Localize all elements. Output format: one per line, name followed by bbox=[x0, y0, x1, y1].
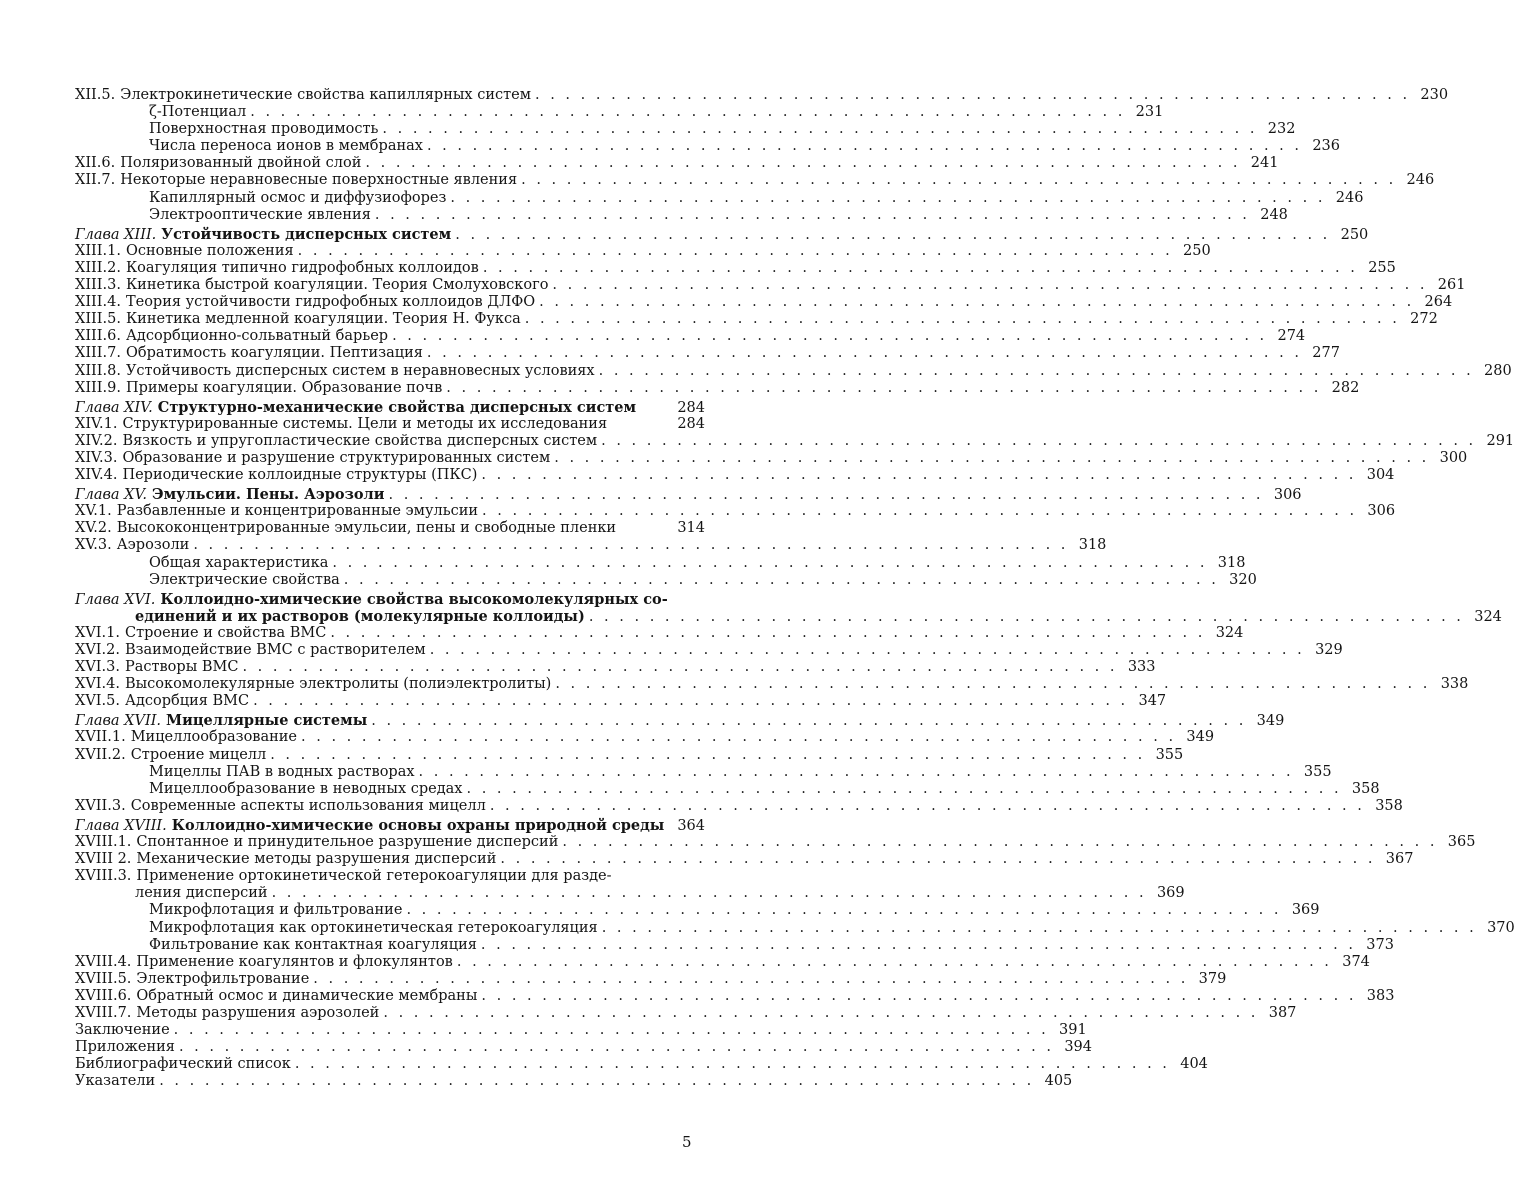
dot-leader: . . . . . . . . . . . . . . . . . . . . . . . . . . . . . . . . . . . . . . . . . . . . . . . . . . . . . . . . . . bbox=[392, 328, 1268, 345]
entry-title: Адсорбция ВМС bbox=[124, 693, 250, 710]
dot-leader: . . . . . . . . . . . . . . . . . . . . . . . . . . . . . . . . . . . . . . . . . . . . . . . . . . . . . . . . . . bbox=[253, 693, 1129, 710]
entry-title: Устойчивость дисперсных систем bbox=[161, 225, 452, 243]
section-number: XIII.9. bbox=[75, 379, 121, 396]
entry-title: Мицеллообразование в неводных средах bbox=[149, 780, 463, 797]
toc-chapter-entry bbox=[75, 591, 705, 608]
entry-page-number: 365 bbox=[1447, 834, 1476, 851]
entry-page-number: 349 bbox=[1256, 713, 1285, 730]
dot-leader: . . . . . . . . . . . . . . . . . . . . . . . . . . . . . . . . . . . . . . . . . . . . . . . . . . . . . . . . . . bbox=[466, 780, 1342, 797]
toc-entry bbox=[75, 693, 1167, 710]
toc-entry bbox=[75, 763, 1332, 781]
toc-entry bbox=[75, 1039, 1092, 1056]
entry-title: Структурно-механические свойства дисперсных систем bbox=[157, 398, 637, 416]
entry-title: Поляризованный двойной слой bbox=[120, 155, 362, 172]
section-number: XII.5. bbox=[75, 87, 116, 103]
entry-title: Поверхностная проводимость bbox=[149, 121, 379, 138]
entry-title: Аэрозоли bbox=[116, 537, 190, 554]
dot-leader: . . . . . . . . . . . . . . . . . . . . . . . . . . . . . . . . . . . . . . . . . . . . . . . . . . . . . . . . . . bbox=[242, 659, 1118, 676]
toc-chapter-entry bbox=[75, 712, 1285, 730]
entry-title: Эмульсии. Пены. Аэрозоли bbox=[152, 486, 385, 504]
dot-leader: . . . . . . . . . . . . . . . . . . . . . . . . . . . . . . . . . . . . . . . . . . . . . . . . . . . . . . . . . . bbox=[270, 746, 1146, 763]
entry-title: Мицеллообразование bbox=[130, 729, 298, 746]
toc-entry bbox=[75, 868, 705, 885]
dot-leader: . . . . . . . . . . . . . . . . . . . . . . . . . . . . . . . . . . . . . . . . . . . . . . . . . . . . . . . . . . bbox=[371, 713, 1247, 730]
dot-leader: . . . . . . . . . . . . . . . . . . . . . . . . . . . . . . . . . . . . . . . . . . . . . . . . . . . . . . . . . . bbox=[173, 1022, 1049, 1039]
toc-entry bbox=[75, 416, 705, 433]
entry-page-number: 255 bbox=[1368, 259, 1396, 276]
entry-page-number: 391 bbox=[1059, 1022, 1087, 1039]
entry-page-number: 291 bbox=[1486, 432, 1515, 449]
chapter-label: Глава XV. bbox=[75, 487, 148, 504]
dot-leader: . . . . . . . . . . . . . . . . . . . . . . . . . . . . . . . . . . . . . . . . . . . . . . . . . . . . . . . . . . bbox=[159, 1073, 1035, 1090]
page-number: 5 bbox=[682, 1133, 692, 1151]
entry-title: Коллоидно-химические свойства высокомолекулярных со- bbox=[160, 590, 668, 608]
toc-entry bbox=[75, 362, 1512, 380]
entry-title: Вязкость и упругопластические свойства дисперсных систем bbox=[122, 432, 598, 449]
toc-entry bbox=[75, 624, 1244, 642]
section-number: XVII.2. bbox=[75, 746, 126, 763]
entry-title: Мицеллы ПАВ в водных растворах bbox=[149, 763, 415, 780]
toc-chapter-entry bbox=[75, 225, 1369, 243]
toc-entry bbox=[75, 970, 1227, 988]
toc-entry bbox=[75, 379, 1360, 397]
dot-leader: . . . . . . . . . . . . . . . . . . . . . . . . . . . . . . . . . . . . . . . . . . . . . . . . . . . . . . . . . . bbox=[382, 121, 1258, 138]
entry-page-number: 232 bbox=[1267, 121, 1296, 138]
entry-title: Высокомолекулярные электролиты (полиэлектролиты) bbox=[124, 676, 552, 693]
toc-entry bbox=[75, 432, 1515, 450]
dot-leader: . . . . . . . . . . . . . . . . . . . . . . . . . . . . . . . . . . . . . . . . . . . . . . . . . . . . . . . . . . bbox=[601, 919, 1477, 936]
entry-title: Мицеллярные системы bbox=[166, 712, 368, 730]
dot-leader: . . . . . . . . . . . . . . . . . . . . . . . . . . . . . . . . . . . . . . . . . . . . . . . . . . . . . . . . . . bbox=[481, 987, 1357, 1004]
entry-title: Основные положения bbox=[125, 242, 294, 259]
toc-entry bbox=[75, 311, 1438, 328]
entry-page-number: 370 bbox=[1487, 919, 1515, 936]
toc-entry bbox=[75, 172, 1435, 189]
table-of-contents bbox=[75, 87, 1515, 1090]
dot-leader: . . . . . . . . . . . . . . . . . . . . . . . . . . . . . . . . . . . . . . . . . . . . . . . . . . . . . . . . . . bbox=[388, 487, 1264, 504]
toc-entry bbox=[75, 571, 1257, 589]
entry-title: Разбавленные и концентрированные эмульсии bbox=[116, 503, 479, 520]
entry-page-number: 338 bbox=[1440, 676, 1469, 693]
toc-entry bbox=[75, 1022, 1087, 1039]
section-number: XV.2. bbox=[75, 520, 112, 537]
dot-leader: . . . . . . . . . . . . . . . . . . . . . . . . . . . . . . . . . . . . . . . . . . . . . . . . . . . . . . . . . . bbox=[489, 797, 1365, 814]
toc-entry bbox=[75, 537, 1107, 554]
entry-page-number: 231 bbox=[1135, 104, 1164, 121]
entry-page-number: 318 bbox=[1078, 537, 1107, 554]
entry-page-number: 314 bbox=[677, 520, 705, 537]
entry-title: Коагуляция типично гидрофобных коллоидов bbox=[125, 259, 479, 276]
section-number: XVIII 2. bbox=[75, 851, 132, 868]
entry-page-number: 246 bbox=[1406, 172, 1435, 189]
dot-leader: . . . . . . . . . . . . . . . . . . . . . . . . . . . . . . . . . . . . . . . . . . . . . . . . . . . . . . . . . . bbox=[332, 554, 1208, 571]
toc-entry bbox=[75, 520, 705, 537]
section-number: XIII.5. bbox=[75, 311, 121, 328]
entry-page-number: 405 bbox=[1044, 1073, 1073, 1090]
toc-entry bbox=[75, 328, 1306, 345]
entry-page-number: 261 bbox=[1437, 277, 1466, 294]
chapter-label: Глава XIV. bbox=[75, 399, 153, 416]
toc-entry bbox=[75, 1056, 1208, 1073]
toc-entry bbox=[75, 902, 1320, 919]
toc-entry bbox=[75, 936, 1394, 954]
dot-leader: . . . . . . . . . . . . . . . . . . . . . . . . . . . . . . . . . . . . . . . . . . . . . . . . . . . . . . . . . . bbox=[365, 155, 1241, 172]
entry-page-number: 379 bbox=[1198, 970, 1227, 987]
section-number: XIII.8. bbox=[75, 362, 121, 379]
entry-page-number: 248 bbox=[1260, 206, 1288, 223]
section-number: XVI.5. bbox=[75, 693, 120, 710]
toc-entry bbox=[75, 607, 1502, 625]
entry-title: Строение мицелл bbox=[130, 746, 267, 763]
dot-leader: . . . . . . . . . . . . . . . . . . . . . . . . . . . . . . . . . . . . . . . . . . . . . . . . . . . . . . . . . . bbox=[313, 970, 1189, 987]
dot-leader: . . . . . . . . . . . . . . . . . . . . . . . . . . . . . . . . . . . . . . . . . . . . . . . . . . . . . . . . . . bbox=[301, 729, 1177, 746]
entry-page-number: 324 bbox=[1215, 624, 1244, 641]
section-number: XVII.1. bbox=[75, 729, 126, 746]
toc-entry bbox=[75, 104, 1164, 121]
entry-page-number: 355 bbox=[1155, 746, 1184, 763]
entry-page-number: 264 bbox=[1424, 294, 1453, 311]
dot-leader: . . . . . . . . . . . . . . . . . . . . . . . . . . . . . . . . . . . . . . . . . . . . . . . . . . . . . . . . . . bbox=[271, 885, 1147, 902]
entry-title: Обратимость коагуляции. Пептизация bbox=[125, 345, 423, 362]
entry-title: Микрофлотация и фильтрование bbox=[149, 902, 403, 919]
entry-page-number: 355 bbox=[1303, 763, 1332, 780]
dot-leader: . . . . . . . . . . . . . . . . . . . . . . . . . . . . . . . . . . . . . . . . . . . . . . . . . . . . . . . . . . bbox=[426, 138, 1303, 155]
toc-entry bbox=[75, 851, 1414, 868]
chapter-label: Глава XVII. bbox=[75, 713, 162, 730]
section-number: XII.6. bbox=[75, 155, 116, 172]
dot-leader: . . . . . . . . . . . . . . . . . . . . . . . . . . . . . . . . . . . . . . . . . . . . . . . . . . . . . . . . . . bbox=[193, 537, 1069, 554]
entry-page-number: 374 bbox=[1342, 953, 1370, 970]
entry-title: Некоторые неравновесные поверхностные явления bbox=[120, 172, 518, 189]
section-number: XVI.4. bbox=[75, 676, 120, 693]
toc-entry bbox=[75, 554, 1246, 572]
toc-entry bbox=[75, 953, 1370, 971]
section-number: XIII.6. bbox=[75, 328, 121, 345]
entry-title: Микрофлотация как ортокинетическая гетерокоагуляция bbox=[149, 919, 598, 936]
entry-title: Спонтанное и принудительное разрушение дисперсий bbox=[136, 834, 559, 851]
dot-leader: . . . . . . . . . . . . . . . . . . . . . . . . . . . . . . . . . . . . . . . . . . . . . . . . . . . . . . . . . . bbox=[601, 432, 1477, 449]
entry-title: Фильтрование как контактная коагуляция bbox=[149, 936, 477, 953]
entry-title: Кинетика быстрой коагуляции. Теория Смолуховского bbox=[125, 277, 549, 294]
entry-title: Заключение bbox=[75, 1022, 170, 1039]
entry-page-number: 306 bbox=[1367, 503, 1396, 520]
entry-page-number: 404 bbox=[1180, 1056, 1208, 1073]
toc-entry bbox=[75, 121, 1296, 138]
section-number: XIII.4. bbox=[75, 294, 121, 311]
dot-leader: . . . . . . . . . . . . . . . . . . . . . . . . . . . . . . . . . . . . . . . . . . . . . . . . . . . . . . . . . . bbox=[554, 449, 1430, 466]
dot-leader: . . . . . . . . . . . . . . . . . . . . . . . . . . . . . . . . . . . . . . . . . . . . . . . . . . . . . . . . . . bbox=[455, 226, 1331, 243]
section-number: XVI.1. bbox=[75, 624, 120, 641]
entry-page-number: 241 bbox=[1250, 155, 1279, 172]
entry-page-number: 306 bbox=[1273, 487, 1302, 504]
toc-chapter-entry bbox=[75, 486, 1302, 504]
section-number: XVIII.3. bbox=[75, 868, 132, 885]
entry-page-number: 367 bbox=[1385, 851, 1414, 868]
entry-page-number: 304 bbox=[1366, 467, 1395, 484]
entry-title: Взаимодействие ВМС с растворителем bbox=[124, 642, 426, 658]
entry-title: Растворы ВМС bbox=[124, 659, 239, 676]
entry-page-number: 236 bbox=[1312, 138, 1341, 155]
dot-leader: . . . . . . . . . . . . . . . . . . . . . . . . . . . . . . . . . . . . . . . . . . . . . . . . . . . . . . . . . . bbox=[343, 571, 1219, 588]
dot-leader: . . . . . . . . . . . . . . . . . . . . . . . . . . . . . . . . . . . . . . . . . . . . . . . . . . . . . . . . . . bbox=[446, 379, 1322, 396]
entry-title: Приложения bbox=[75, 1039, 175, 1056]
chapter-label: Глава XIII. bbox=[75, 226, 157, 243]
dot-leader: . . . . . . . . . . . . . . . . . . . . . . . . . . . . . . . . . . . . . . . . . . . . . . . . . . . . . . . . . . bbox=[598, 362, 1474, 379]
toc-entry bbox=[75, 642, 1343, 659]
toc-entry bbox=[75, 467, 1395, 484]
entry-title: Образование и разрушение структурированных систем bbox=[122, 449, 551, 466]
entry-title: Библиографический список bbox=[75, 1056, 291, 1073]
toc-entry bbox=[75, 885, 1185, 902]
entry-page-number: 250 bbox=[1340, 226, 1369, 243]
toc-entry bbox=[75, 919, 1515, 937]
chapter-label: Глава XVIII. bbox=[75, 817, 167, 834]
dot-leader: . . . . . . . . . . . . . . . . . . . . . . . . . . . . . . . . . . . . . . . . . . . . . . . . . . . . . . . . . . bbox=[482, 503, 1358, 520]
toc-entry bbox=[75, 676, 1469, 693]
entry-page-number: 284 bbox=[677, 415, 705, 432]
toc-entry bbox=[75, 503, 1396, 520]
dot-leader: . . . . . . . . . . . . . . . . . . . . . . . . . . . . . . . . . . . . . . . . . . . . . . . . . . . . . . . . . . bbox=[383, 1004, 1259, 1021]
section-number: XIV.2. bbox=[75, 432, 118, 449]
entry-page-number: 284 bbox=[677, 399, 705, 416]
entry-page-number: 300 bbox=[1439, 449, 1468, 466]
section-number: XVIII.6. bbox=[75, 987, 132, 1004]
section-number: XIII.1. bbox=[75, 242, 121, 259]
entry-page-number: 282 bbox=[1331, 379, 1360, 396]
entry-title: Электрооптические явления bbox=[149, 206, 371, 223]
dot-leader: . . . . . . . . . . . . . . . . . . . . . . . . . . . . . . . . . . . . . . . . . . . . . . . . . . . . . . . . . . bbox=[456, 953, 1332, 970]
entry-page-number: 230 bbox=[1420, 87, 1449, 103]
toc-entry bbox=[75, 1073, 1073, 1090]
toc-entry bbox=[75, 259, 1396, 277]
entry-page-number: 364 bbox=[677, 817, 705, 834]
entry-page-number: 250 bbox=[1183, 242, 1211, 259]
toc-entry bbox=[75, 780, 1380, 798]
entry-title: Указатели bbox=[75, 1073, 156, 1090]
dot-leader: . . . . . . . . . . . . . . . . . . . . . . . . . . . . . . . . . . . . . . . . . . . . . . . . . . . . . . . . . . bbox=[429, 642, 1305, 658]
entry-title: Обратный осмос и динамические мембраны bbox=[136, 987, 478, 1004]
toc-entry bbox=[75, 87, 1449, 104]
section-number: XVIII.7. bbox=[75, 1004, 132, 1021]
dot-leader: . . . . . . . . . . . . . . . . . . . . . . . . . . . . . . . . . . . . . . . . . . . . . . . . . . . . . . . . . . bbox=[555, 676, 1431, 693]
chapter-label: Глава XVI. bbox=[75, 591, 156, 608]
toc-chapter-entry bbox=[75, 399, 705, 416]
dot-leader: . . . . . . . . . . . . . . . . . . . . . . . . . . . . . . . . . . . . . . . . . . . . . . . . . . . . . . . . . . bbox=[539, 294, 1415, 311]
entry-title: Электрические свойства bbox=[149, 571, 340, 588]
dot-leader: . . . . . . . . . . . . . . . . . . . . . . . . . . . . . . . . . . . . . . . . . . . . . . . . . . . . . . . . . . bbox=[450, 189, 1326, 206]
toc-entry bbox=[75, 277, 1466, 294]
toc-chapter-entry bbox=[75, 817, 705, 834]
toc-entry bbox=[75, 1004, 1297, 1022]
entry-page-number: 358 bbox=[1351, 780, 1380, 797]
toc-entry bbox=[75, 729, 1215, 746]
entry-title: Коллоидно-химические основы охраны природной среды bbox=[171, 816, 665, 834]
section-number: XII.7. bbox=[75, 172, 116, 189]
entry-page-number: 394 bbox=[1064, 1039, 1092, 1056]
dot-leader: . . . . . . . . . . . . . . . . . . . . . . . . . . . . . . . . . . . . . . . . . . . . . . . . . . . . . . . . . . bbox=[500, 851, 1376, 868]
entry-page-number: 373 bbox=[1366, 936, 1394, 953]
entry-title: Высококонцентрированные эмульсии, пены и свободные пленки bbox=[116, 520, 617, 537]
toc-entry bbox=[75, 345, 1340, 362]
entry-page-number: 349 bbox=[1186, 729, 1215, 746]
section-number: XIII.7. bbox=[75, 345, 121, 362]
section-number: XVII.3. bbox=[75, 797, 126, 814]
toc-entry bbox=[75, 797, 1403, 815]
dot-leader: . . . . . . . . . . . . . . . . . . . . . . . . . . . . . . . . . . . . . . . . . . . . . . . . . . . . . . . . . . bbox=[330, 624, 1206, 641]
dot-leader: . . . . . . . . . . . . . . . . . . . . . . . . . . . . . . . . . . . . . . . . . . . . . . . . . . . . . . . . . . bbox=[481, 467, 1357, 484]
section-number: XIV.1. bbox=[75, 415, 118, 432]
section-number: XIII.3. bbox=[75, 277, 121, 294]
dot-leader: . . . . . . . . . . . . . . . . . . . . . . . . . . . . . . . . . . . . . . . . . . . . . . . . . . . . . . . . . . bbox=[521, 172, 1397, 189]
dot-leader: . . . . . . . . . . . . . . . . . . . . . . . . . . . . . . . . . . . . . . . . . . . . . . . . . . . . . . . . . . bbox=[294, 1056, 1170, 1073]
dot-leader: . . . . . . . . . . . . . . . . . . . . . . . . . . . . . . . . . . . . . . . . . . . . . . . . . . . . . . . . . . bbox=[250, 104, 1126, 121]
dot-leader: . . . . . . . . . . . . . . . . . . . . . . . . . . . . . . . . . . . . . . . . . . . . . . . . . . . . . . . . . . bbox=[406, 902, 1282, 919]
entry-page-number: 358 bbox=[1375, 797, 1403, 814]
dot-leader: . . . . . . . . . . . . . . . . . . . . . . . . . . . . . . . . . . . . . . . . . . . . . . . . . . . . . . . . . . bbox=[426, 345, 1302, 362]
entry-title: Адсорбционно-сольватный барьер bbox=[125, 328, 389, 345]
entry-page-number: 333 bbox=[1127, 659, 1156, 676]
dot-leader: . . . . . . . . . . . . . . . . . . . . . . . . . . . . . . . . . . . . . . . . . . . . . . . . . . . . . . . . . . bbox=[418, 763, 1294, 780]
entry-title: Механические методы разрушения дисперсий bbox=[136, 851, 497, 868]
dot-leader: . . . . . . . . . . . . . . . . . . . . . . . . . . . . . . . . . . . . . . . . . . . . . . . . . . . . . . . . . . bbox=[562, 834, 1438, 851]
dot-leader: . . . . . . . . . . . . . . . . . . . . . . . . . . . . . . . . . . . . . . . . . . . . . . . . . . . . . . . . . . bbox=[482, 259, 1358, 276]
toc-entry bbox=[75, 449, 1468, 467]
entry-page-number: 246 bbox=[1335, 189, 1364, 206]
entry-title: ления дисперсий bbox=[135, 885, 268, 902]
section-number: XVIII.4. bbox=[75, 953, 132, 970]
entry-title: Строение и свойства ВМС bbox=[124, 624, 327, 641]
dot-leader: . . . . . . . . . . . . . . . . . . . . . . . . . . . . . . . . . . . . . . . . . . . . . . . . . . . . . . . . . . bbox=[178, 1039, 1054, 1056]
section-number: XV.3. bbox=[75, 537, 112, 554]
section-number: XVIII.5. bbox=[75, 970, 132, 987]
entry-title: Общая характеристика bbox=[149, 554, 329, 571]
entry-title: Примеры коагуляции. Образование почв bbox=[125, 379, 443, 396]
entry-title: единений и их растворов (молекулярные коллоиды) bbox=[135, 607, 585, 625]
toc-entry bbox=[75, 155, 1279, 172]
entry-title: Электрокинетические свойства капиллярных систем bbox=[120, 87, 531, 103]
dot-leader: . . . . . . . . . . . . . . . . . . . . . . . . . . . . . . . . . . . . . . . . . . . . . . . . . . . . . . . . . . bbox=[374, 206, 1250, 223]
entry-title: Структурированные системы. Цели и методы их исследования bbox=[122, 415, 608, 432]
entry-title: Числа переноса ионов в мембранах bbox=[149, 138, 423, 155]
entry-title: Теория устойчивости гидрофобных коллоидов ДЛФО bbox=[125, 294, 536, 311]
entry-title: Капиллярный осмос и диффузиофорез bbox=[149, 189, 447, 206]
section-number: XV.1. bbox=[75, 503, 112, 520]
toc-entry bbox=[75, 746, 1184, 764]
dot-leader: . . . . . . . . . . . . . . . . . . . . . . . . . . . . . . . . . . . . . . . . . . . . . . . . . . . . . . . . . . bbox=[480, 936, 1356, 953]
entry-page-number: 369 bbox=[1156, 885, 1185, 902]
entry-page-number: 347 bbox=[1138, 693, 1167, 710]
dot-leader: . . . . . . . . . . . . . . . . . . . . . . . . . . . . . . . . . . . . . . . . . . . . . . . . . . . . . . . . . . bbox=[535, 87, 1411, 103]
toc-entry bbox=[75, 242, 1211, 260]
entry-page-number: 369 bbox=[1291, 902, 1320, 919]
toc-entry bbox=[75, 189, 1364, 207]
entry-page-number: 274 bbox=[1277, 328, 1306, 345]
entry-page-number: 329 bbox=[1315, 642, 1343, 658]
entry-title: Методы разрушения аэрозолей bbox=[136, 1004, 380, 1021]
entry-title: Современные аспекты использования мицелл bbox=[130, 797, 486, 814]
toc-entry bbox=[75, 659, 1156, 676]
section-number: XVIII.1. bbox=[75, 834, 132, 851]
entry-page-number: 383 bbox=[1366, 987, 1395, 1004]
toc-entry bbox=[75, 987, 1395, 1005]
entry-title: Применение коагулянтов и флокулянтов bbox=[136, 953, 453, 970]
entry-page-number: 324 bbox=[1474, 608, 1502, 625]
section-number: XIII.2. bbox=[75, 259, 121, 276]
entry-title: ζ-Потенциал bbox=[149, 104, 247, 121]
section-number: XIV.4. bbox=[75, 467, 118, 484]
entry-title: Устойчивость дисперсных систем в неравновесных условиях bbox=[125, 362, 595, 379]
dot-leader: . . . . . . . . . . . . . . . . . . . . . . . . . . . . . . . . . . . . . . . . . . . . . . . . . . . . . . . . . . bbox=[552, 277, 1428, 294]
entry-title: Кинетика медленной коагуляции. Теория Н. Фукса bbox=[125, 311, 521, 328]
entry-title: Электрофильтрование bbox=[136, 970, 310, 987]
entry-page-number: 320 bbox=[1229, 571, 1257, 588]
entry-title: Применение ортокинетической гетерокоагуляции для разде- bbox=[136, 868, 612, 885]
entry-page-number: 272 bbox=[1410, 311, 1438, 328]
dot-leader: . . . . . . . . . . . . . . . . . . . . . . . . . . . . . . . . . . . . . . . . . . . . . . . . . . . . . . . . . . bbox=[524, 311, 1400, 328]
dot-leader: . . . . . . . . . . . . . . . . . . . . . . . . . . . . . . . . . . . . . . . . . . . . . . . . . . . . . . . . . . bbox=[588, 608, 1464, 625]
toc-entry bbox=[75, 834, 1476, 851]
entry-page-number: 277 bbox=[1312, 345, 1340, 362]
section-number: XVI.2. bbox=[75, 642, 120, 658]
toc-entry bbox=[75, 206, 1288, 224]
entry-title: Периодические коллоидные структуры (ПКС) bbox=[122, 467, 478, 484]
dot-leader: . . . . . . . . . . . . . . . . . . . . . . . . . . . . . . . . . . . . . . . . . . . . . . . . . . . . . . . . . . bbox=[297, 242, 1173, 259]
section-number: XIV.3. bbox=[75, 449, 118, 466]
toc-entry bbox=[75, 138, 1341, 155]
entry-page-number: 387 bbox=[1268, 1004, 1297, 1021]
entry-page-number: 318 bbox=[1217, 554, 1246, 571]
entry-page-number: 280 bbox=[1484, 362, 1512, 379]
toc-entry bbox=[75, 294, 1453, 311]
section-number: XVI.3. bbox=[75, 659, 120, 676]
